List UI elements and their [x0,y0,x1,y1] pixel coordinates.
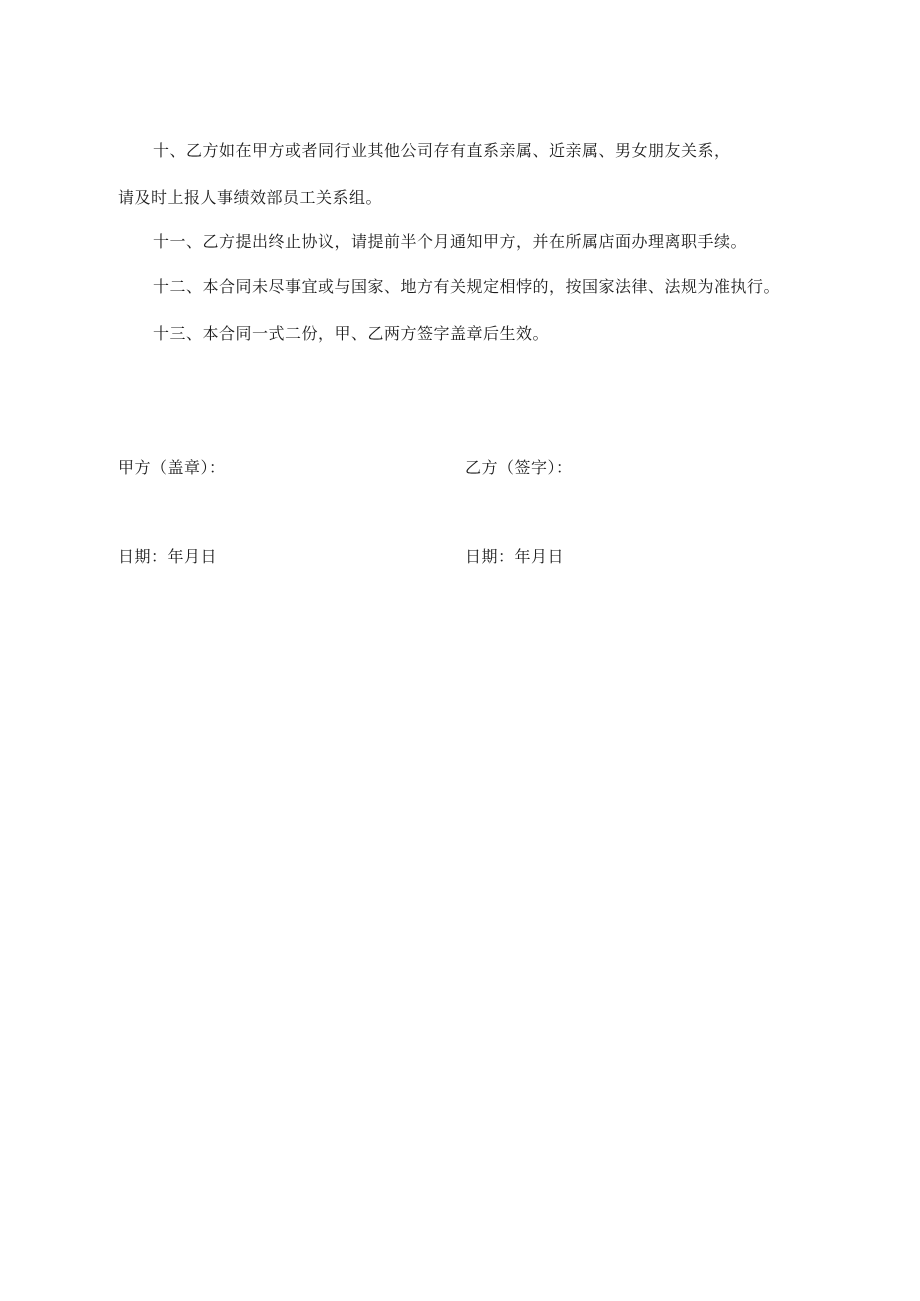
clause-10-line-1: 十、乙方如在甲方或者同行业其他公司存有直系亲属、近亲属、男女朋友关系， [153,141,731,160]
clause-11: 十一、乙方提出终止协议，请提前半个月通知甲方，并在所属店面办理离职手续。 [153,232,748,251]
clause-12: 十二、本合同未尽事宜或与国家、地方有关规定相悖的，按国家法律、法规为准执行。 [153,277,781,296]
clause-10-line-2: 请及时上报人事绩效部员工关系组。 [118,188,383,207]
clause-13: 十三、本合同一式二份，甲、乙两方签字盖章后生效。 [153,324,550,343]
party-a-date: 日期：年月日 [118,547,218,566]
party-b-date: 日期：年月日 [465,547,565,566]
party-b-signature-label: 乙方（签字）： [465,458,573,477]
party-a-seal-label: 甲方（盖章）： [118,458,226,477]
